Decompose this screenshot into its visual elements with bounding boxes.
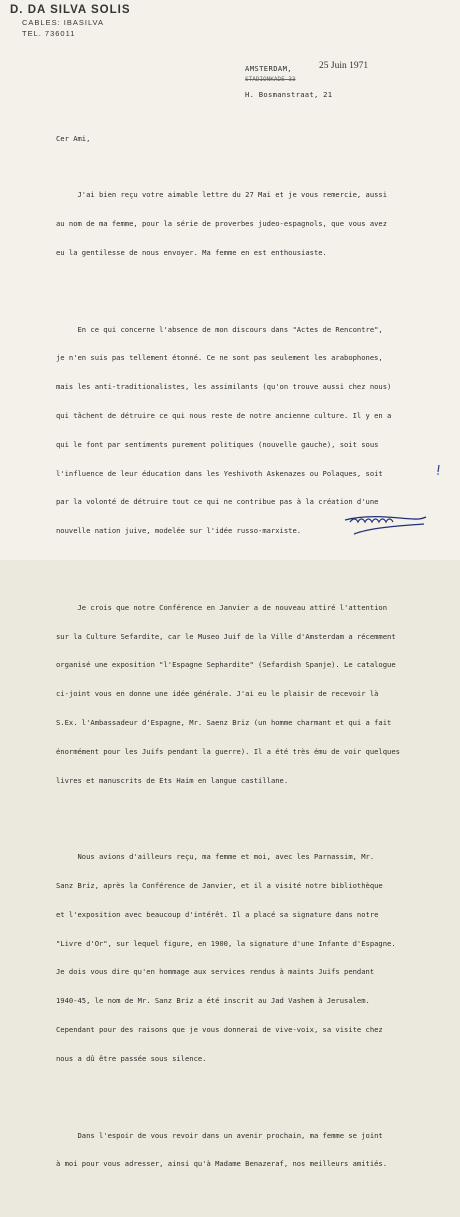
line: par la volonté de détruire tout ce qui ne contribue pas à la création d'une xyxy=(56,497,379,507)
line: En ce qui concerne l'absence de mon discours dans "Actes de Rencontre", xyxy=(56,324,383,334)
line: Cependant pour des raisons que je vous donnerai de vive-voix, sa visite chez xyxy=(56,1025,383,1035)
letterhead-tel: TEL. 736011 xyxy=(22,29,76,38)
line: "Livre d'Or", sur lequel figure, en 1900, la signature d'une Infante d'Espagne. xyxy=(56,938,396,948)
line: énormément pour les Juifs pendant la guerre). Il a été très ému de voir quelques xyxy=(56,746,400,756)
handwritten-mark xyxy=(436,465,442,475)
line: nouvelle nation juive, modelée sur l'idée russo-marxiste. xyxy=(56,526,302,536)
line: eu la gentilesse de nous envoyer. Ma femme en est enthousiaste. xyxy=(56,247,327,257)
paragraph-3 xyxy=(56,584,456,805)
signature xyxy=(340,510,430,540)
line: et l'exposition avec beaucoup d'intérêt. Il a placé sa signature dans notre xyxy=(56,909,379,919)
line: ci-joint vous en donne une idée générale. J'ai eu le plaisir de recevoir là xyxy=(56,689,379,699)
line: Nous avions d'ailleurs reçu, ma femme et moi, avec les Parnassim, Mr. xyxy=(56,852,375,862)
line: à moi pour vous adresser, ainsi qu'à Madame Benazeraf, nos meilleurs amitiés. xyxy=(56,1159,388,1169)
line: livres et manuscrits de Ets Haim en langue castillane. xyxy=(56,775,289,785)
line: organisé une exposition "l'Espagne Sephardite" (Sefardish Spanje). Le catalogue xyxy=(56,660,396,670)
letterhead-name: D. DA SILVA SOLIS xyxy=(10,4,131,16)
paragraph-4 xyxy=(56,833,456,1082)
line: Dans l'espoir de vous revoir dans un avenir prochain, ma femme se joint xyxy=(56,1130,383,1140)
line: qui tâchent de détruire ce qui nous reste de notre ancienne culture. Il y en a xyxy=(56,411,392,421)
salutation: Cer Ami, xyxy=(56,134,91,143)
line: qui le font par sentiments purement politiques (nouvelle gauche), soit sous xyxy=(56,439,379,449)
line: au nom de ma femme, pour la série de proverbes judeo-espagnols, que vous avez xyxy=(56,219,388,229)
paragraph-1 xyxy=(56,171,456,277)
line: Sanz Briz, après la Conférence de Janvier, et il a visité notre bibliothèque xyxy=(56,881,383,891)
line: je n'en suis pas tellement étonné. Ce ne sont pas seulement les arabophones, xyxy=(56,353,383,363)
line: Je crois que notre Conférence en Janvier a de nouveau attiré l'attention xyxy=(56,602,388,612)
line: J'ai bien reçu votre aimable lettre du 27 Mai et je vous remercie, aussi xyxy=(56,190,388,200)
line: nous a dû être passée sous silence. xyxy=(56,1053,207,1063)
date: 25 Juin 1971 xyxy=(319,61,369,71)
line: sur la Culture Sefardite, car le Museo Juif de la Ville d'Amsterdam a récemment xyxy=(56,631,396,641)
paragraph-5 xyxy=(56,1111,456,1188)
line: l'influence de leur éducation dans les Yeshivoth Askenazes ou Polaques, soit xyxy=(56,468,383,478)
line: 1940-45, le nom de Mr. Sanz Briz a été inscrit au Jad Vashem à Jerusalem. xyxy=(56,996,370,1006)
line: S.Ex. l'Ambassadeur d'Espagne, Mr. Saenz Briz (un homme charmant et qui a fait xyxy=(56,718,392,728)
address: H. Bosmanstraat, 21 xyxy=(245,90,333,99)
letter-body xyxy=(56,152,456,1217)
line: mais les anti-traditionalistes, les assimilants (qu'on trouve aussi chez nous) xyxy=(56,382,392,392)
struck-address: STADIONKADE 33 xyxy=(245,76,296,83)
line: Je dois vous dire qu'en hommage aux services rendus à maints Juifs pendant xyxy=(56,967,375,977)
letterhead xyxy=(10,4,131,38)
place: AMSTERDAM, xyxy=(245,64,292,73)
letterhead-cables: CABLES: IBASILVA xyxy=(22,18,105,27)
